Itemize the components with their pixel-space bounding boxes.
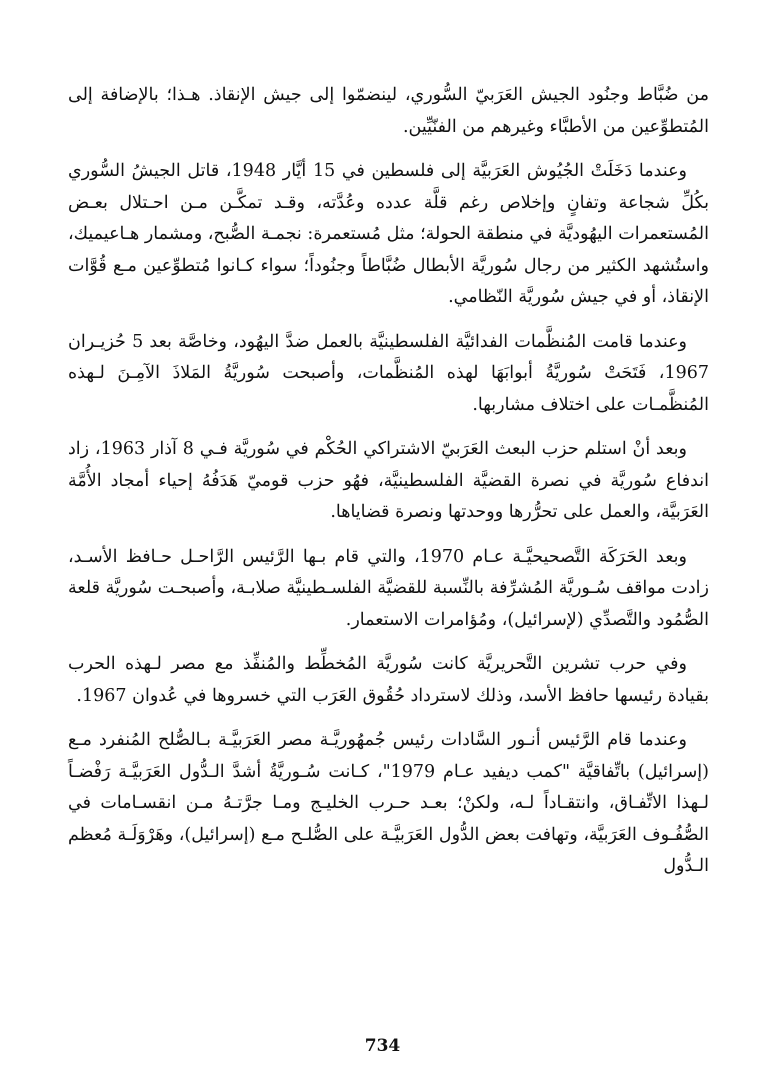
paragraph: وبعد أنْ استلم حزب البعث العَرَبيّ الاشتراكي الحُكْم في سُوريَّة فـي 8 آذار 1963، زاد اندفاع سُوريَّة في نصرة القضيَّة الفلسطينيَّة، فهُو حزب قوميّ هَدَفُهُ إحياء أمجاد الأُمَّة العَرَبيَّة، والعمل على تحرُّرها ووحدتها ونصرة قضاياها. <box>68 439 709 522</box>
paragraph: وبعد الحَرَكَة التَّصحيحيَّـة عـام 1970، والتي قام بـها الرَّئيس الرَّاحـل حـافظ الأسـد، زادت مواقف سُـوريَّة المُشرِّفة بالنِّسبة للقضيَّة الفلسـطينيَّة صلابـة، وأصبحـت سُوريَّة قلعة الصُّمُود والتَّصدِّي (لإسرائيل)، ومُؤامرات الاستعمار. <box>68 546 709 630</box>
body-text <box>68 80 709 896</box>
paragraph: من ضُبَّاط وجنُود الجيش العَرَبيّ السُّوري، لينضمّوا إلى جيش الإنقاذ. هـذا؛ بالإضافة إلى المُتطوِّعين من الأطبَّاء وغيرهم من الفنّيِّين. <box>68 85 709 137</box>
page-number: 734 <box>364 1036 401 1056</box>
paragraph: وعندما قامت المُنظَّمات الفدائيَّة الفلسطينيَّة بالعمل ضدَّ اليهُود، وخاصَّة بعد 5 حُزيـران 1967، فَتَحَتْ سُوريَّةُ أبوابَهَا لهذه المُنظَّمات، وأصبحت سُوريَّةُ المَلاذَ الآمِـنَ لـهذه المُنظَّمـات على اختلاف مشاربها. <box>68 331 709 415</box>
paragraph: وفي حرب تشرين التَّحريريَّة كانت سُوريَّة المُخطِّط والمُنفِّذ مع مصر لـهذه الحرب بقيادة رئيسها حافظ الأسد، وذلك لاسترداد حُقُوق العَرَب التي خسروها في عُدوان 1967. <box>68 654 709 706</box>
paragraph: وعندما دَخَلَتْ الجُيُوش العَرَبيَّة إلى فلسطين في 15 أيَّار 1948، قاتل الجيشُ السُّوري بكُلِّ شجاعة وتفانٍ وإخلاص رغم قلَّة عدده وعُدَّته، وقـد تمكَّـن مـن احـتلال بعـض المُستعمرات اليهُوديَّة في منطقة الحولة؛ مثل مُستعمرة: نجمـة الصُّبح، ومشمار هـاعيميك، واستُشهد الكثير من رجال سُوريَّة الأبطال ضُبَّاطاً وجنُوداً؛ سواء كـانوا مُتطوِّعين مـع قُوَّات الإنقاذ، أو في جيش سُوريَّة النّظامي. <box>68 161 709 307</box>
paragraph: وعندما قام الرَّئيس أنـور السَّادات رئيس جُمهُوريَّـة مصر العَرَبيَّـة بـالصُّلح المُنفرد مـع (إسرائيل) باتِّفاقيَّة "كمب ديفيد عـام 1979"، كـانت سُـوريَّةُ أشدَّ الـدُّول العَرَبيَّـة رَفْضـاً لـهذا الاتِّفـاق، وانتقـاداً لـه، ولكنْ؛ بعـد حـرب الخليـج ومـا جرَّتـهُ مـن انقسـامات في الصُّفُـوف العَرَبيَّة، وتهافت بعض الدُّول العَرَبيَّـة على الصُّلـح مـع (إسرائيل)، وهَرْوَلَـة مُعظم الـدُّول <box>68 730 709 876</box>
